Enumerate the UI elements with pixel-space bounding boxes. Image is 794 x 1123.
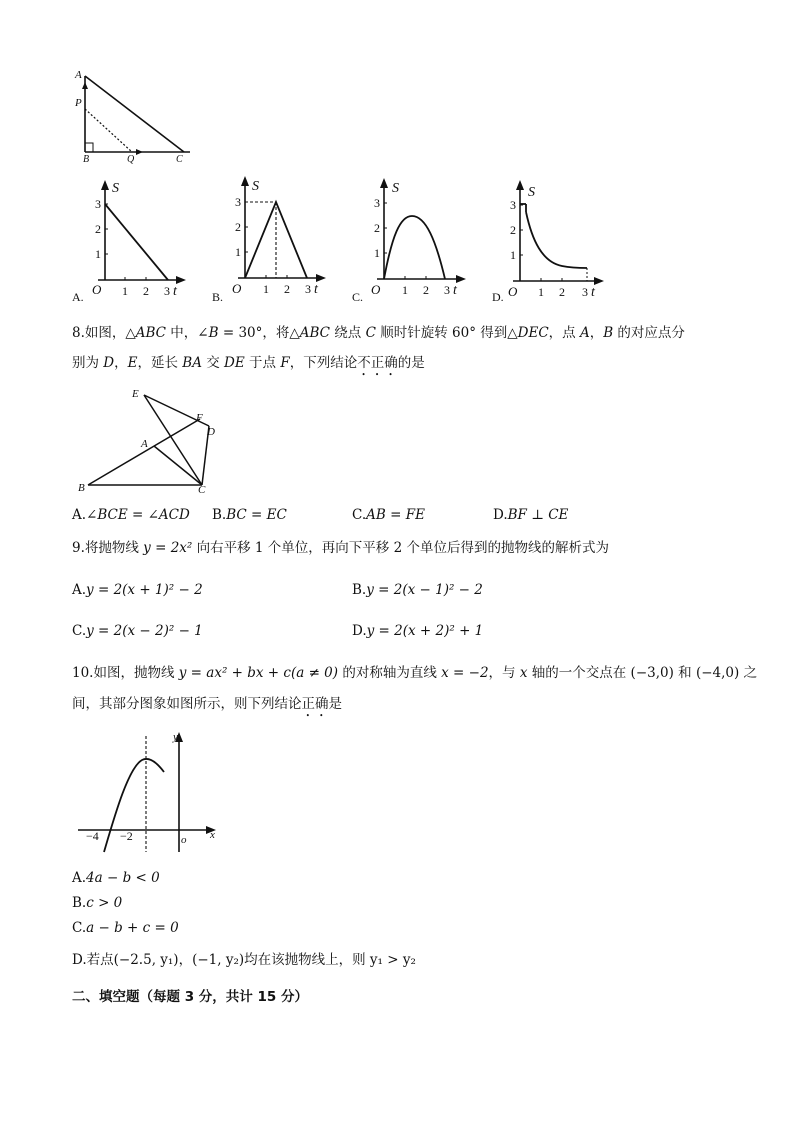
q9-option-b[interactable] [352,580,483,600]
q8-text: 8.如图，△ [72,325,136,341]
q10-x-label: x [210,829,215,841]
q10-option-c[interactable] [72,918,179,938]
q8-emphasis-text: 不正确 [357,355,398,371]
option-label: B. [352,582,367,598]
q8-figure [72,385,232,497]
q7-label-c: C [176,154,183,164]
q10-formula: x = −2 [441,665,489,681]
q7-label-p: P [75,97,82,109]
q8-option-b[interactable] [212,505,287,525]
q8-option-a[interactable] [72,505,190,525]
q8-label-a: A [141,438,148,450]
q10-text: 轴的一个交点在 (−3,0) 和 (−4,0) 之 [527,665,758,681]
q10-y-label: y [173,731,178,743]
q8-text: B [603,325,614,341]
q7b-t-label: t [314,282,318,297]
q7b-x-tick: 2 [284,282,290,296]
q8-text: D [103,355,115,371]
q8-text: B [208,325,219,341]
q8-text: A [579,325,590,341]
q8-text: DE [224,355,245,371]
q10-text: 的对称轴为直线 [338,665,442,681]
q7a-x-tick: 1 [122,284,128,298]
q8-text: C [365,325,376,341]
q7d-x-tick: 3 [582,285,588,299]
option-label: C. [72,920,87,936]
q7c-x-tick: 2 [423,283,429,297]
q7a-y-tick: 1 [95,247,101,261]
q7d-option-label: D. [492,290,504,304]
q8-label-d: D [207,426,215,438]
q8-text: 别为 [72,355,104,371]
q7c-s-label: S [392,181,399,196]
q8-text: = 30°，将△ [218,325,300,341]
option-label: C. [72,623,87,639]
q7-triangle-figure [72,68,202,164]
q7b-y-tick: 1 [235,245,241,259]
option-label: B. [72,895,87,911]
q8-text: 绕点 [330,325,366,341]
q10-text: x [519,665,528,681]
q7d-x-tick: 1 [538,285,544,299]
q7-graph-d [490,178,610,306]
q8-text: ， [589,325,604,341]
q7b-s-label: S [252,179,259,194]
q7c-y-tick: 1 [374,246,380,260]
q9-text: 9.将抛物线 [72,540,144,556]
q8-text: 的是 [397,355,425,371]
q8-text: 顺时针旋转 60° 得到△ [375,325,518,341]
q8-text: DEC [517,325,549,341]
q10-text: 间，其部分图象如图所示，则下列结论 [72,696,302,712]
q8-label-e: E [132,388,139,400]
option-label: A. [72,582,87,598]
q7c-x-tick: 3 [444,283,450,297]
q10-tick-m2: −2 [120,829,133,843]
q7b-y-tick: 2 [235,220,241,234]
option-text: c > 0 [86,895,123,911]
q7-label-b: B [83,154,90,164]
q10-text: ，与 [488,665,520,681]
q7b-y-tick: 3 [235,195,241,209]
option-text: AB = FE [366,507,425,523]
q7d-y-tick: 2 [510,223,516,237]
q8-text: ， [114,355,128,371]
q8-stem-line1 [72,323,685,343]
q7-label-a: A [75,69,82,81]
q7a-y-tick: 3 [95,197,101,211]
q7a-x-tick: 2 [143,284,149,298]
q7c-t-label: t [453,283,457,298]
q7c-origin: O [371,282,381,297]
option-text: BC = EC [226,507,287,523]
q7-graph-c [350,176,470,304]
q7-graph-a [70,178,190,306]
q8-text: 的对应点分 [613,325,685,341]
q9-stem [72,538,609,558]
option-text: y = 2(x − 1)² − 2 [366,582,483,598]
q10-option-a[interactable] [72,868,160,888]
q8-text: 中，∠ [166,325,209,341]
option-label: D. [72,952,87,968]
option-text: a − b + c = 0 [86,920,179,936]
option-text: 4a − b < 0 [86,870,160,886]
q10-text: 10.如图，抛物线 [72,665,179,681]
q10-origin-label: o [181,834,187,846]
option-label: D. [493,507,508,523]
q7-graph-b [210,174,330,304]
option-text: y = 2(x + 1)² − 2 [86,582,203,598]
option-label: A. [72,870,87,886]
q8-option-c[interactable] [352,505,425,525]
option-text: BF ⊥ CE [507,507,569,523]
q10-tick-m4: −4 [86,829,99,843]
q8-text: BA [182,355,202,371]
q7d-s-label: S [528,185,535,200]
q7a-t-label: t [173,284,177,299]
q8-text: 于点 [244,355,281,371]
q7a-s-label: S [112,181,119,196]
q9-formula: y = 2x² [143,540,193,556]
q8-stem-line2 [72,353,425,379]
q10-emphasis-text: 正确 [301,696,329,712]
q7d-t-label: t [591,285,595,300]
q8-text: F [280,355,290,371]
q9-option-c[interactable] [72,621,203,641]
q8-text: ABC [135,325,167,341]
section-2-title: 二、填空题（每题 3 分，共计 15 分） [72,989,308,1005]
q7d-origin: O [508,284,518,299]
option-text: ∠BCE = ∠ACD [86,507,190,523]
q7a-option-label: A. [72,290,84,304]
q7c-y-tick: 3 [374,196,380,210]
q9-text: 向右平移 1 个单位，再向下平移 2 个单位后得到的抛物线的解析式为 [192,540,609,556]
q8-text: ，延长 [137,355,183,371]
q8-label-f: F [196,412,203,424]
q8-text: ABC [299,325,331,341]
option-text: y = 2(x − 2)² − 1 [86,623,203,639]
q8-option-d[interactable] [493,505,568,525]
q10-option-b[interactable] [72,893,122,913]
q10-formula: y = ax² + bx + c(a ≠ 0) [178,665,339,681]
option-label: A. [72,507,87,523]
q7b-origin: O [232,281,242,296]
q8-label-c: C [198,484,206,496]
q7a-y-tick: 2 [95,222,101,236]
q8-text: E [127,355,138,371]
q7b-option-label: B. [212,290,224,304]
q7-label-q: Q [127,154,135,164]
q8-text: ，下列结论 [289,355,358,371]
q7d-x-tick: 2 [559,285,565,299]
q7c-option-label: C. [352,290,364,304]
q10-text: 是 [328,696,342,712]
q9-option-d[interactable] [352,621,483,641]
option-label: B. [212,507,227,523]
option-label: D. [352,623,367,639]
option-label: C. [352,507,367,523]
q8-text: ，点 [548,325,580,341]
q8-label-b: B [78,482,85,494]
q7d-y-tick: 3 [510,198,516,212]
option-text: 若点(−2.5, y₁)，(−1, y₂)均在该抛物线上，则 y₁ > y₂ [86,952,416,968]
q7c-y-tick: 2 [374,221,380,235]
q7a-origin: O [92,282,102,297]
option-text: y = 2(x + 2)² + 1 [366,623,484,639]
q10-option-d[interactable] [72,950,416,970]
q7d-y-tick: 1 [510,248,516,262]
q7b-x-tick: 3 [305,282,311,296]
q7c-x-tick: 1 [402,283,408,297]
q7b-x-tick: 1 [263,282,269,296]
q10-parabola-figure [76,728,222,856]
q8-text: 交 [201,355,225,371]
q9-option-a[interactable] [72,580,203,600]
q7a-x-tick: 3 [164,284,170,298]
q10-stem-line1 [72,663,757,683]
q10-stem-line2 [72,694,342,720]
